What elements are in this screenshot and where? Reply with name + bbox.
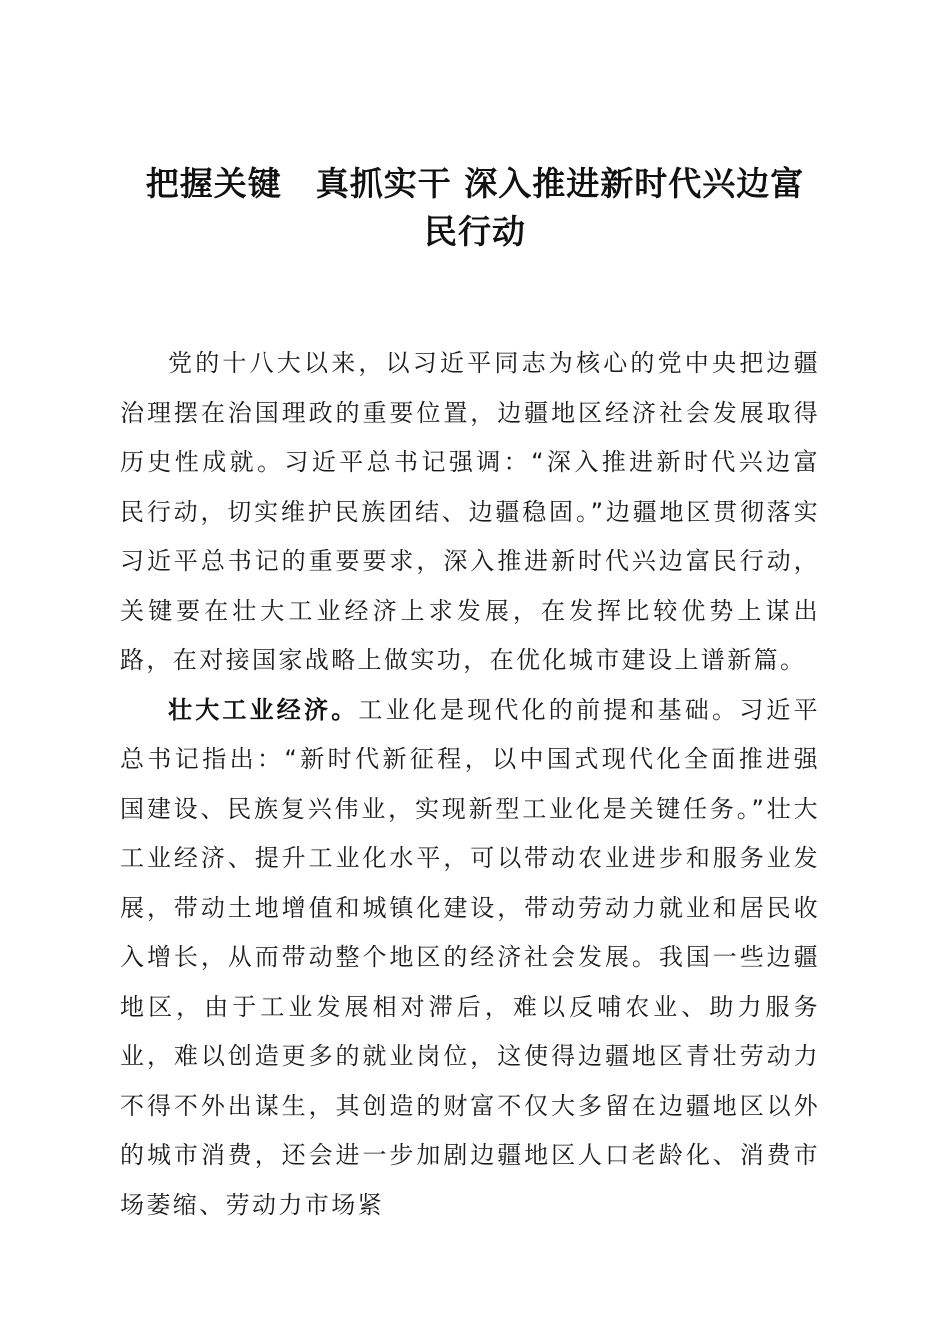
document-title bbox=[125, 160, 825, 256]
paragraph-text: 工业化是现代化的前提和基础。习近平总书记指出：“新时代新征程，以中国式现代化全面推进强国建设、民族复兴伟业，实现新型工业化是关键任务。”壮大工业经济、提升工业化水平，可以带动农业进步和服务业发展，带动土地增值和城镇化建设，带动劳动力就业和居民收入增长，从而带动整个地区的经济社会发展。我国一些边疆地区，由于工业发展相对滞后，难以反哺农业、助力服务业，难以创造更多的就业岗位，这使得边疆地区青壮劳动力不得不外出谋生，其创造的财富不仅大多留在边疆地区以外的城市消费，还会进一步加剧边疆地区人口老龄化、消费市场萎缩、劳动力市场紧 bbox=[120, 695, 820, 1219]
paragraph-intro bbox=[120, 339, 820, 686]
title-line-1: 把握关键 真抓实干 深入推进新时代兴边富 bbox=[145, 164, 805, 203]
paragraph-lead-heading: 壮大工业经济。 bbox=[168, 695, 359, 724]
document-body bbox=[120, 339, 820, 1230]
paragraph-text: 党的十八大以来，以习近平同志为核心的党中央把边疆治理摆在治国理政的重要位置，边疆地区经济社会发展取得历史性成就。习近平总书记强调：“深入推进新时代兴边富民行动，切实维护民族团结、边疆稳固。”边疆地区贯彻落实习近平总书记的重要要求，深入推进新时代兴边富民行动，关键要在壮大工业经济上求发展，在发挥比较优势上谋出路，在对接国家战略上做实功，在优化城市建设上谱新篇。 bbox=[120, 349, 820, 674]
title-line-2: 民行动 bbox=[424, 212, 526, 251]
paragraph-industry bbox=[120, 686, 820, 1231]
